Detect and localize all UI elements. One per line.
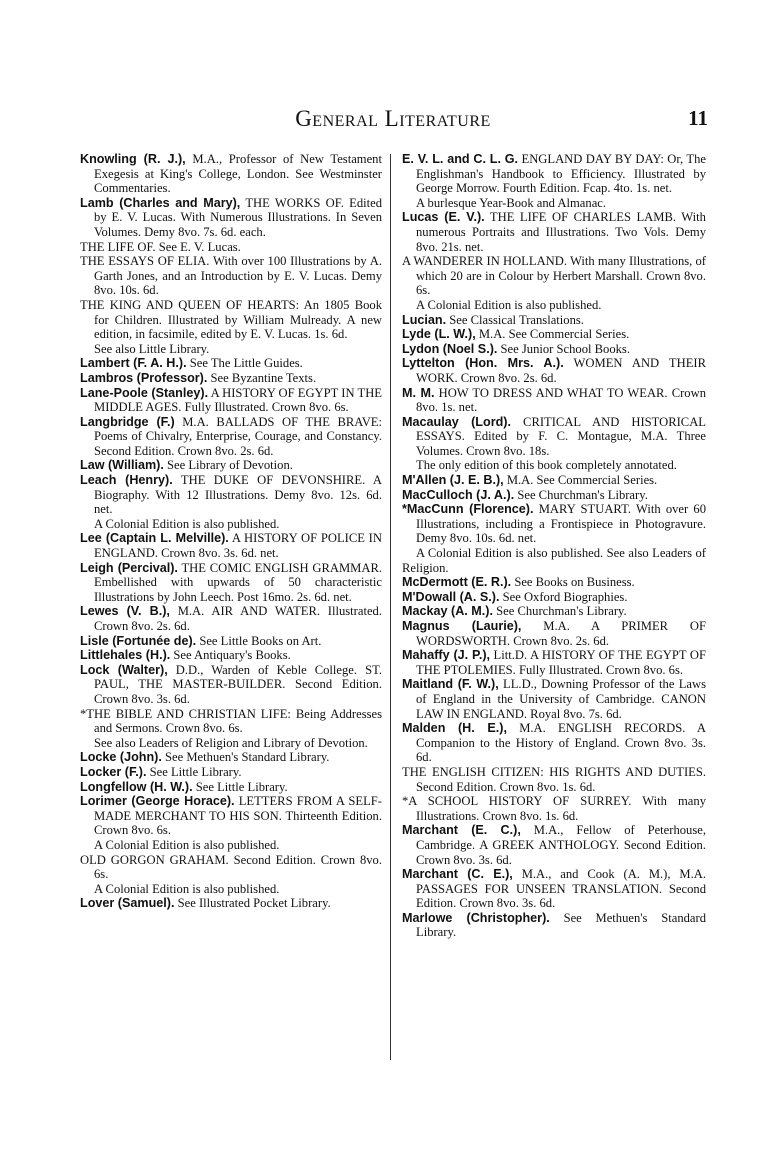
- entry-author: E. V. L. and C. L. G.: [402, 152, 519, 166]
- catalogue-entry: [402, 765, 706, 794]
- page-header: [78, 106, 708, 134]
- entry-author: Leach (Henry).: [80, 473, 173, 488]
- catalogue-entry: [80, 896, 382, 911]
- entry-author: Law (William).: [80, 458, 164, 473]
- catalogue-entry: [80, 531, 382, 560]
- catalogue-entry: [402, 488, 706, 503]
- entry-author: Lisle (Fortunée de).: [80, 633, 197, 648]
- entry-text: M.A. ENGLISH RECORDS. A Companion to the History of England. Crown 8vo. 3s. 6d.: [416, 721, 706, 765]
- catalogue-entry: [80, 634, 382, 649]
- entry-text: See also Leaders of Religion and Library of Devotion.: [94, 735, 368, 750]
- entry-text: See Classical Translations.: [449, 312, 584, 327]
- catalogue-entry: [402, 386, 706, 415]
- entry-author: Lewes (V. B.),: [80, 604, 170, 619]
- entry-text: THE COMIC ENGLISH GRAMMAR. Embellished with upwards of 50 characteristic Illustrations by John Leech. Post 16mo. 2s. 6d. net.: [94, 560, 382, 604]
- entry-author: Lambros (Professor).: [80, 370, 208, 385]
- catalogue-entry: [402, 575, 706, 590]
- catalogue-entry: [80, 707, 382, 736]
- catalogue-entry: [80, 152, 382, 196]
- catalogue-entry: [402, 210, 706, 254]
- entry-text: See The Little Guides.: [189, 356, 303, 371]
- entry-text: THE LIFE OF CHARLES LAMB. With numerous Portraits and Illustrations. Two Vols. Demy 8vo. 21s. net.: [416, 210, 706, 254]
- catalogue-entry: [402, 327, 706, 342]
- entry-text: A Colonial Edition is also published. See also Leaders of Religion.: [402, 546, 706, 575]
- catalogue-entry: [402, 867, 706, 911]
- catalogue-entry: [80, 196, 382, 240]
- catalogue-entry: [402, 313, 706, 328]
- catalogue-entry: [80, 663, 382, 707]
- catalogue-entry: [402, 298, 706, 313]
- entry-text: A burlesque Year-Book and Almanac.: [416, 195, 607, 210]
- entry-text: THE ENGLISH CITIZEN: HIS RIGHTS AND DUTIES. Second Edition. Crown 8vo. 1s. 6d.: [402, 764, 706, 794]
- catalogue-entry: [80, 371, 382, 386]
- catalogue-entry: [80, 780, 382, 795]
- entry-author: Lorimer (George Horace).: [80, 794, 235, 809]
- catalogue-entry: [402, 342, 706, 357]
- catalogue-entry: [80, 882, 382, 897]
- catalogue-entry: [80, 342, 382, 357]
- entry-author: Lamb (Charles and Mary),: [80, 195, 241, 210]
- entry-text: THE KING AND QUEEN OF HEARTS: An 1805 Book for Children. Illustrated by William Mulready. A new edition, in facsimile, edited by E. V. Lucas. 1s. 6d.: [80, 297, 382, 342]
- catalogue-entry: [402, 823, 706, 867]
- catalogue-entry: [80, 386, 382, 415]
- catalogue-entry: [80, 750, 382, 765]
- entry-text: HOW TO DRESS AND WHAT TO WEAR. Crown 8vo. 1s. net.: [416, 385, 706, 415]
- entry-text: A Colonial Edition is also published.: [94, 837, 280, 852]
- catalogue-entry: [402, 356, 706, 385]
- entry-text: See also Little Library.: [94, 341, 210, 356]
- catalogue-entry: [80, 648, 382, 663]
- entry-text: A WANDERER IN HOLLAND. With many Illustrations, of which 20 are in Colour by Herbert Marshall. Crown 8vo. 6s.: [402, 254, 706, 298]
- entry-text: A HISTORY OF EGYPT IN THE MIDDLE AGES. Fully Illustrated. Crown 8vo. 6s.: [94, 385, 382, 415]
- entry-text: M.A., and Cook (A. M.), M.A. PASSAGES FOR UNSEEN TRANSLATION. Second Edition. Crown 8vo. 3s. 6d.: [416, 867, 706, 911]
- catalogue-entry: [80, 561, 382, 605]
- entry-text: M.A. A PRIMER OF WORDSWORTH. Crown 8vo. 2s. 6d.: [416, 619, 706, 648]
- entry-author: Marchant (E. C.),: [402, 823, 521, 838]
- entry-text: M.A. See Commercial Series.: [506, 473, 658, 488]
- entry-author: Lyde (L. W.),: [402, 327, 476, 342]
- entry-author: Marlowe (Christopher).: [402, 910, 550, 925]
- catalogue-entry: [402, 677, 706, 721]
- entry-author: Lucian.: [402, 312, 447, 327]
- catalogue-entry: [80, 853, 382, 882]
- page-number: 11: [688, 106, 708, 130]
- catalogue-entry: [402, 721, 706, 765]
- entry-author: MacCulloch (J. A.).: [402, 487, 515, 502]
- entry-text: See Antiquary's Books.: [173, 648, 291, 663]
- entry-author: Marchant (C. E.),: [402, 867, 513, 882]
- entry-text: WOMEN AND THEIR WORK. Crown 8vo. 2s. 6d.: [416, 356, 707, 385]
- entry-text: See Little Books on Art.: [199, 633, 322, 648]
- entry-text: The only edition of this book completely annotated.: [416, 458, 677, 473]
- catalogue-entry: [80, 254, 382, 298]
- catalogue-entry: [80, 604, 382, 633]
- catalogue-entry: [402, 911, 706, 940]
- entry-author: Lane-Poole (Stanley).: [80, 385, 209, 400]
- catalogue-entry: [402, 458, 706, 473]
- entry-text: See Methuen's Standard Library.: [165, 750, 330, 765]
- entry-author: Lucas (E. V.).: [402, 210, 485, 225]
- entry-author: M'Allen (J. E. B.),: [402, 473, 504, 488]
- entry-text: M.A., Professor of New Testament Exegesis at King's College, London. See Westminster Commentaries.: [94, 152, 382, 196]
- entry-author: Lambert (F. A. H.).: [80, 356, 187, 371]
- entry-author: M. M.: [402, 385, 435, 400]
- catalogue-entry: [80, 356, 382, 371]
- catalogue-entry: [402, 546, 706, 575]
- entry-author: Locke (John).: [80, 750, 162, 765]
- entry-author: Knowling (R. J.),: [80, 152, 186, 166]
- entry-text: See Little Library.: [195, 779, 288, 794]
- entry-text: See Churchman's Library.: [496, 604, 627, 619]
- entry-author: Longfellow (H. W.).: [80, 779, 193, 794]
- entry-author: Locker (F.).: [80, 764, 147, 779]
- catalogue-entry: [402, 619, 706, 648]
- entry-text: See Library of Devotion.: [167, 458, 293, 473]
- entry-text: M.A., Fellow of Peterhouse, Cambridge. A GREEK ANTHOLOGY. Second Edition. Crown 8vo. 3s. 6d.: [416, 823, 706, 867]
- catalogue-entry: [402, 648, 706, 677]
- catalogue-entry: [80, 736, 382, 751]
- catalogue-entry: [402, 604, 706, 619]
- entry-author: McDermott (E. R.).: [402, 575, 512, 590]
- entry-author: Leigh (Percival).: [80, 560, 178, 575]
- entry-author: Langbridge (F.): [80, 414, 175, 429]
- entry-text: THE WORKS OF. Edited by E. V. Lucas. With Numerous Illustrations. In Seven Volumes. Demy 8vo. 7s. 6d. each.: [94, 195, 382, 239]
- catalogue-entry: [402, 415, 706, 459]
- entry-author: Lyttelton (Hon. Mrs. A.).: [402, 356, 564, 371]
- entry-text: M.A. AIR AND WATER. Illustrated. Crown 8vo. 2s. 6d.: [94, 604, 382, 633]
- catalogue-entry: [80, 517, 382, 532]
- catalogue-entry: [80, 458, 382, 473]
- entry-text: *A SCHOOL HISTORY OF SURREY. With many Illustrations. Crown 8vo. 1s. 6d.: [402, 794, 706, 823]
- catalogue-entry: [80, 794, 382, 838]
- entry-text: LETTERS FROM A SELF-MADE MERCHANT TO HIS SON. Thirteenth Edition. Crown 8vo. 6s.: [94, 794, 382, 838]
- entry-author: Mahaffy (J. P.),: [402, 648, 491, 663]
- catalogue-entry: [80, 240, 382, 255]
- entry-text: CRITICAL AND HISTORICAL ESSAYS. Edited by F. C. Montague, M.A. Three Volumes. Crown 8vo. 18s.: [416, 414, 706, 458]
- entry-text: See Junior School Books.: [500, 341, 630, 356]
- entry-text: See Books on Business.: [514, 575, 635, 590]
- left-column: [80, 152, 382, 911]
- catalogue-entry: [402, 254, 706, 298]
- entry-text: See Methuen's Standard Library.: [416, 910, 706, 940]
- entry-author: Lover (Samuel).: [80, 896, 175, 911]
- entry-text: See Illustrated Pocket Library.: [177, 896, 331, 911]
- entry-text: A Colonial Edition is also published.: [416, 297, 602, 312]
- entry-text: MARY STUART. With over 60 Illustrations, including a Frontispiece in Photogravure. Demy 8vo. 10s. 6d. net.: [416, 502, 707, 546]
- entry-text: See Byzantine Texts.: [210, 370, 317, 385]
- entry-text: A HISTORY OF POLICE IN ENGLAND. Crown 8vo. 3s. 6d. net.: [94, 531, 382, 561]
- entry-text: A Colonial Edition is also published.: [94, 881, 280, 896]
- entry-text: M.A. BALLADS OF THE BRAVE: Poems of Chivalry, Enterprise, Courage, and Constancy. Second Edition. Crown 8vo. 2s. 6d.: [94, 414, 382, 458]
- entry-text: THE LIFE OF. See E. V. Lucas.: [80, 239, 241, 254]
- catalogue-entry: [402, 590, 706, 605]
- catalogue-entry: [80, 298, 382, 342]
- entry-text: LL.D., Downing Professor of the Laws of England in the University of Cambridge. CANON LAW IN ENGLAND. Royal 8vo. 7s. 6d.: [416, 677, 706, 721]
- entry-author: Lydon (Noel S.).: [402, 341, 498, 356]
- entry-text: D.D., Warden of Keble College. ST. PAUL, THE MASTER-BUILDER. Second Edition. Crown 8vo. 3s. 6d.: [94, 662, 382, 706]
- page-title: General Literature: [295, 106, 491, 131]
- catalogue-entry: [80, 765, 382, 780]
- right-column: [402, 152, 706, 940]
- entry-text: See Oxford Biographies.: [502, 589, 628, 604]
- catalogue-entry: [402, 794, 706, 823]
- catalogue-entry: [402, 152, 706, 196]
- entry-author: Magnus (Laurie),: [402, 619, 522, 633]
- entry-text: OLD GORGON GRAHAM. Second Edition. Crown 8vo. 6s.: [80, 852, 382, 882]
- entry-text: ENGLAND DAY BY DAY: Or, The Englishman's Handbook to Efficiency. Illustrated by George Morrow. Fourth Edition. Fcap. 4to. 1s. net.: [416, 152, 707, 196]
- entry-author: Lock (Walter),: [80, 662, 168, 677]
- entry-text: See Little Library.: [149, 764, 242, 779]
- entry-text: A Colonial Edition is also published.: [94, 516, 280, 531]
- catalogue-entry: [402, 196, 706, 211]
- catalogue-entry: [402, 473, 706, 488]
- catalogue-entry: [80, 415, 382, 459]
- entry-text: See Churchman's Library.: [517, 487, 648, 502]
- entry-author: Macaulay (Lord).: [402, 414, 511, 429]
- entry-text: *THE BIBLE AND CHRISTIAN LIFE: Being Addresses and Sermons. Crown 8vo. 6s.: [80, 706, 382, 736]
- entry-text: M.A. See Commercial Series.: [478, 327, 630, 342]
- entry-text: THE ESSAYS OF ELIA. With over 100 Illustrations by A. Garth Jones, and an Introduction by E. V. Lucas. Demy 8vo. 10s. 6d.: [80, 254, 382, 298]
- catalogue-entry: [402, 502, 706, 546]
- catalogue-entry: [80, 473, 382, 517]
- entry-author: M'Dowall (A. S.).: [402, 589, 500, 604]
- entry-author: Malden (H. E.),: [402, 721, 507, 736]
- entry-author: Maitland (F. W.),: [402, 677, 499, 692]
- entry-text: Litt.D. A HISTORY OF THE EGYPT OF THE PTOLEMIES. Fully Illustrated. Crown 8vo. 6s.: [416, 648, 706, 677]
- catalogue-entry: [80, 838, 382, 853]
- entry-text: THE DUKE OF DEVONSHIRE. A Biography. With 12 Illustrations. Demy 8vo. 12s. 6d. net.: [94, 473, 383, 517]
- entry-author: Littlehales (H.).: [80, 648, 171, 663]
- column-divider: [390, 154, 391, 1060]
- entry-author: Lee (Captain L. Melville).: [80, 531, 229, 546]
- entry-author: *MacCunn (Florence).: [402, 502, 534, 517]
- entry-author: Mackay (A. M.).: [402, 604, 493, 619]
